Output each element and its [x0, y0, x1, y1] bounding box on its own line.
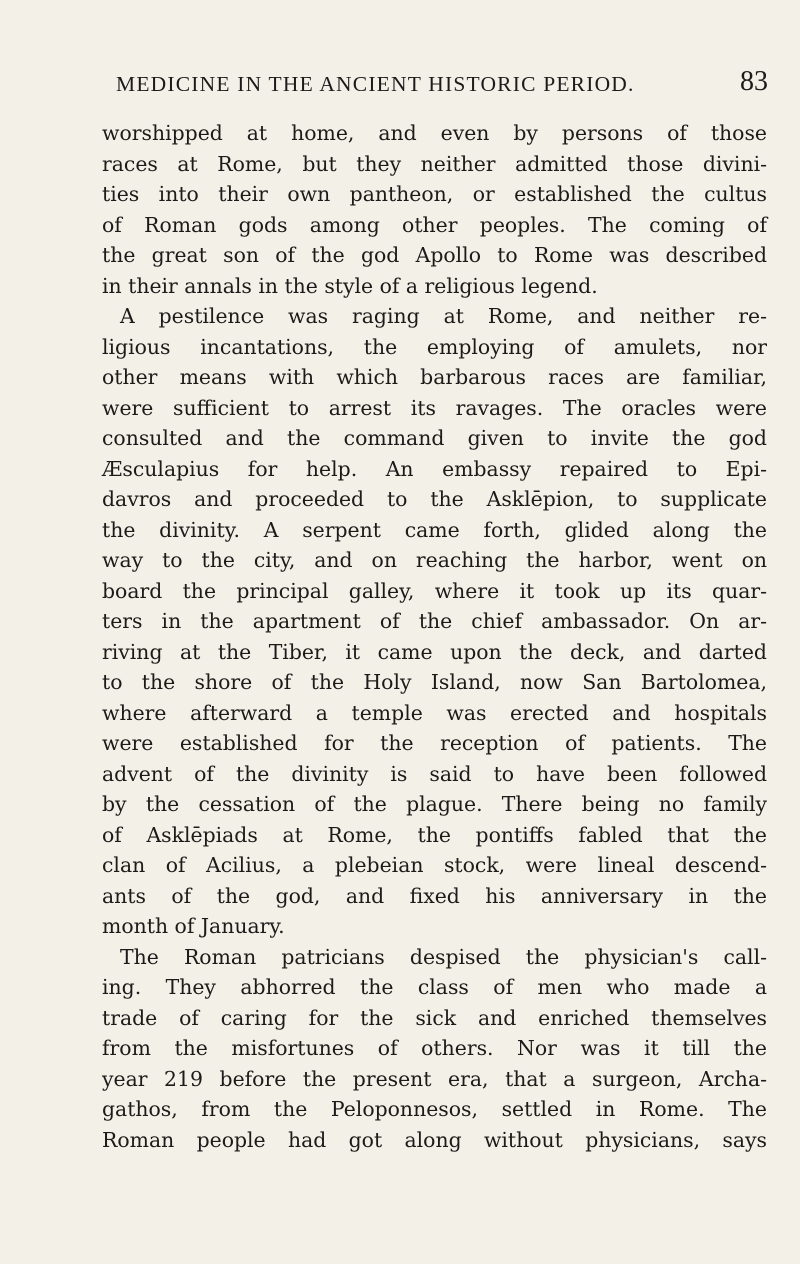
text-line: trade of caring for the sick and enriched themselves: [102, 1005, 767, 1030]
body-text: [102, 118, 767, 1258]
text-line: davros and proceeded to the Asklēpion, to supplicate: [102, 487, 767, 511]
text-line: The Roman patricians despised the physician's call-: [120, 944, 767, 969]
text-line: board the principal galley, where it took up its quar-: [102, 578, 767, 603]
text-line: to the shore of the Holy Island, now San Bartolomea,: [102, 670, 767, 694]
text-line: Roman people had got along without physicians, says: [102, 1127, 767, 1152]
text-line: the great son of the god Apollo to Rome was described: [102, 243, 767, 267]
text-line: in their annals in the style of a religious legend.: [102, 273, 598, 298]
text-line: other means with which barbarous races are familiar,: [102, 365, 767, 389]
text-line: month of January.: [102, 914, 285, 938]
text-line: Æsculapius for help. An embassy repaired to Epi-: [102, 456, 767, 481]
text-line: where afterward a temple was erected and hospitals: [102, 700, 767, 725]
text-line: ants of the god, and fixed his anniversary in the: [102, 883, 767, 908]
text-line: of Roman gods among other peoples. The coming of: [102, 212, 767, 237]
text-line: worshipped at home, and even by persons of those: [102, 121, 767, 145]
text-line: gathos, from the Peloponnesos, settled in Rome. The: [102, 1097, 767, 1121]
text-line: ters in the apartment of the chief ambassador. On ar-: [102, 609, 767, 633]
text-line: from the misfortunes of others. Nor was it till the: [102, 1036, 767, 1060]
text-line: ing. They abhorred the class of men who made a: [102, 975, 767, 999]
text-line: way to the city, and on reaching the harbor, went on: [102, 548, 767, 572]
text-line: were sufficient to arrest its ravages. The oracles were: [102, 395, 767, 420]
text-line: consulted and the command given to invite the god: [102, 426, 767, 450]
text-line: by the cessation of the plague. There being no family: [102, 792, 767, 816]
text-line: A pestilence was raging at Rome, and neither re-: [120, 304, 767, 328]
text-line: year 219 before the present era, that a surgeon, Archa-: [102, 1066, 767, 1091]
text-line: ligious incantations, the employing of amulets, nor: [102, 334, 767, 359]
text-line: were established for the reception of patients. The: [102, 731, 767, 755]
page-number: 83: [740, 66, 768, 97]
text-line: advent of the divinity is said to have been followed: [102, 761, 767, 786]
running-header: [112, 66, 768, 106]
text-line: the divinity. A serpent came forth, glided along the: [102, 517, 767, 542]
text-line: clan of Acilius, a plebeian stock, were lineal descend-: [102, 853, 767, 877]
text-line: races at Rome, but they neither admitted those divini-: [102, 151, 767, 176]
text-line: of Asklēpiads at Rome, the pontiffs fabled that the: [102, 822, 767, 847]
text-line: riving at the Tiber, it came upon the deck, and darted: [102, 639, 767, 664]
running-title: MEDICINE IN THE ANCIENT HISTORIC PERIOD.: [116, 72, 635, 96]
text-line: ties into their own pantheon, or established the cultus: [102, 182, 767, 206]
